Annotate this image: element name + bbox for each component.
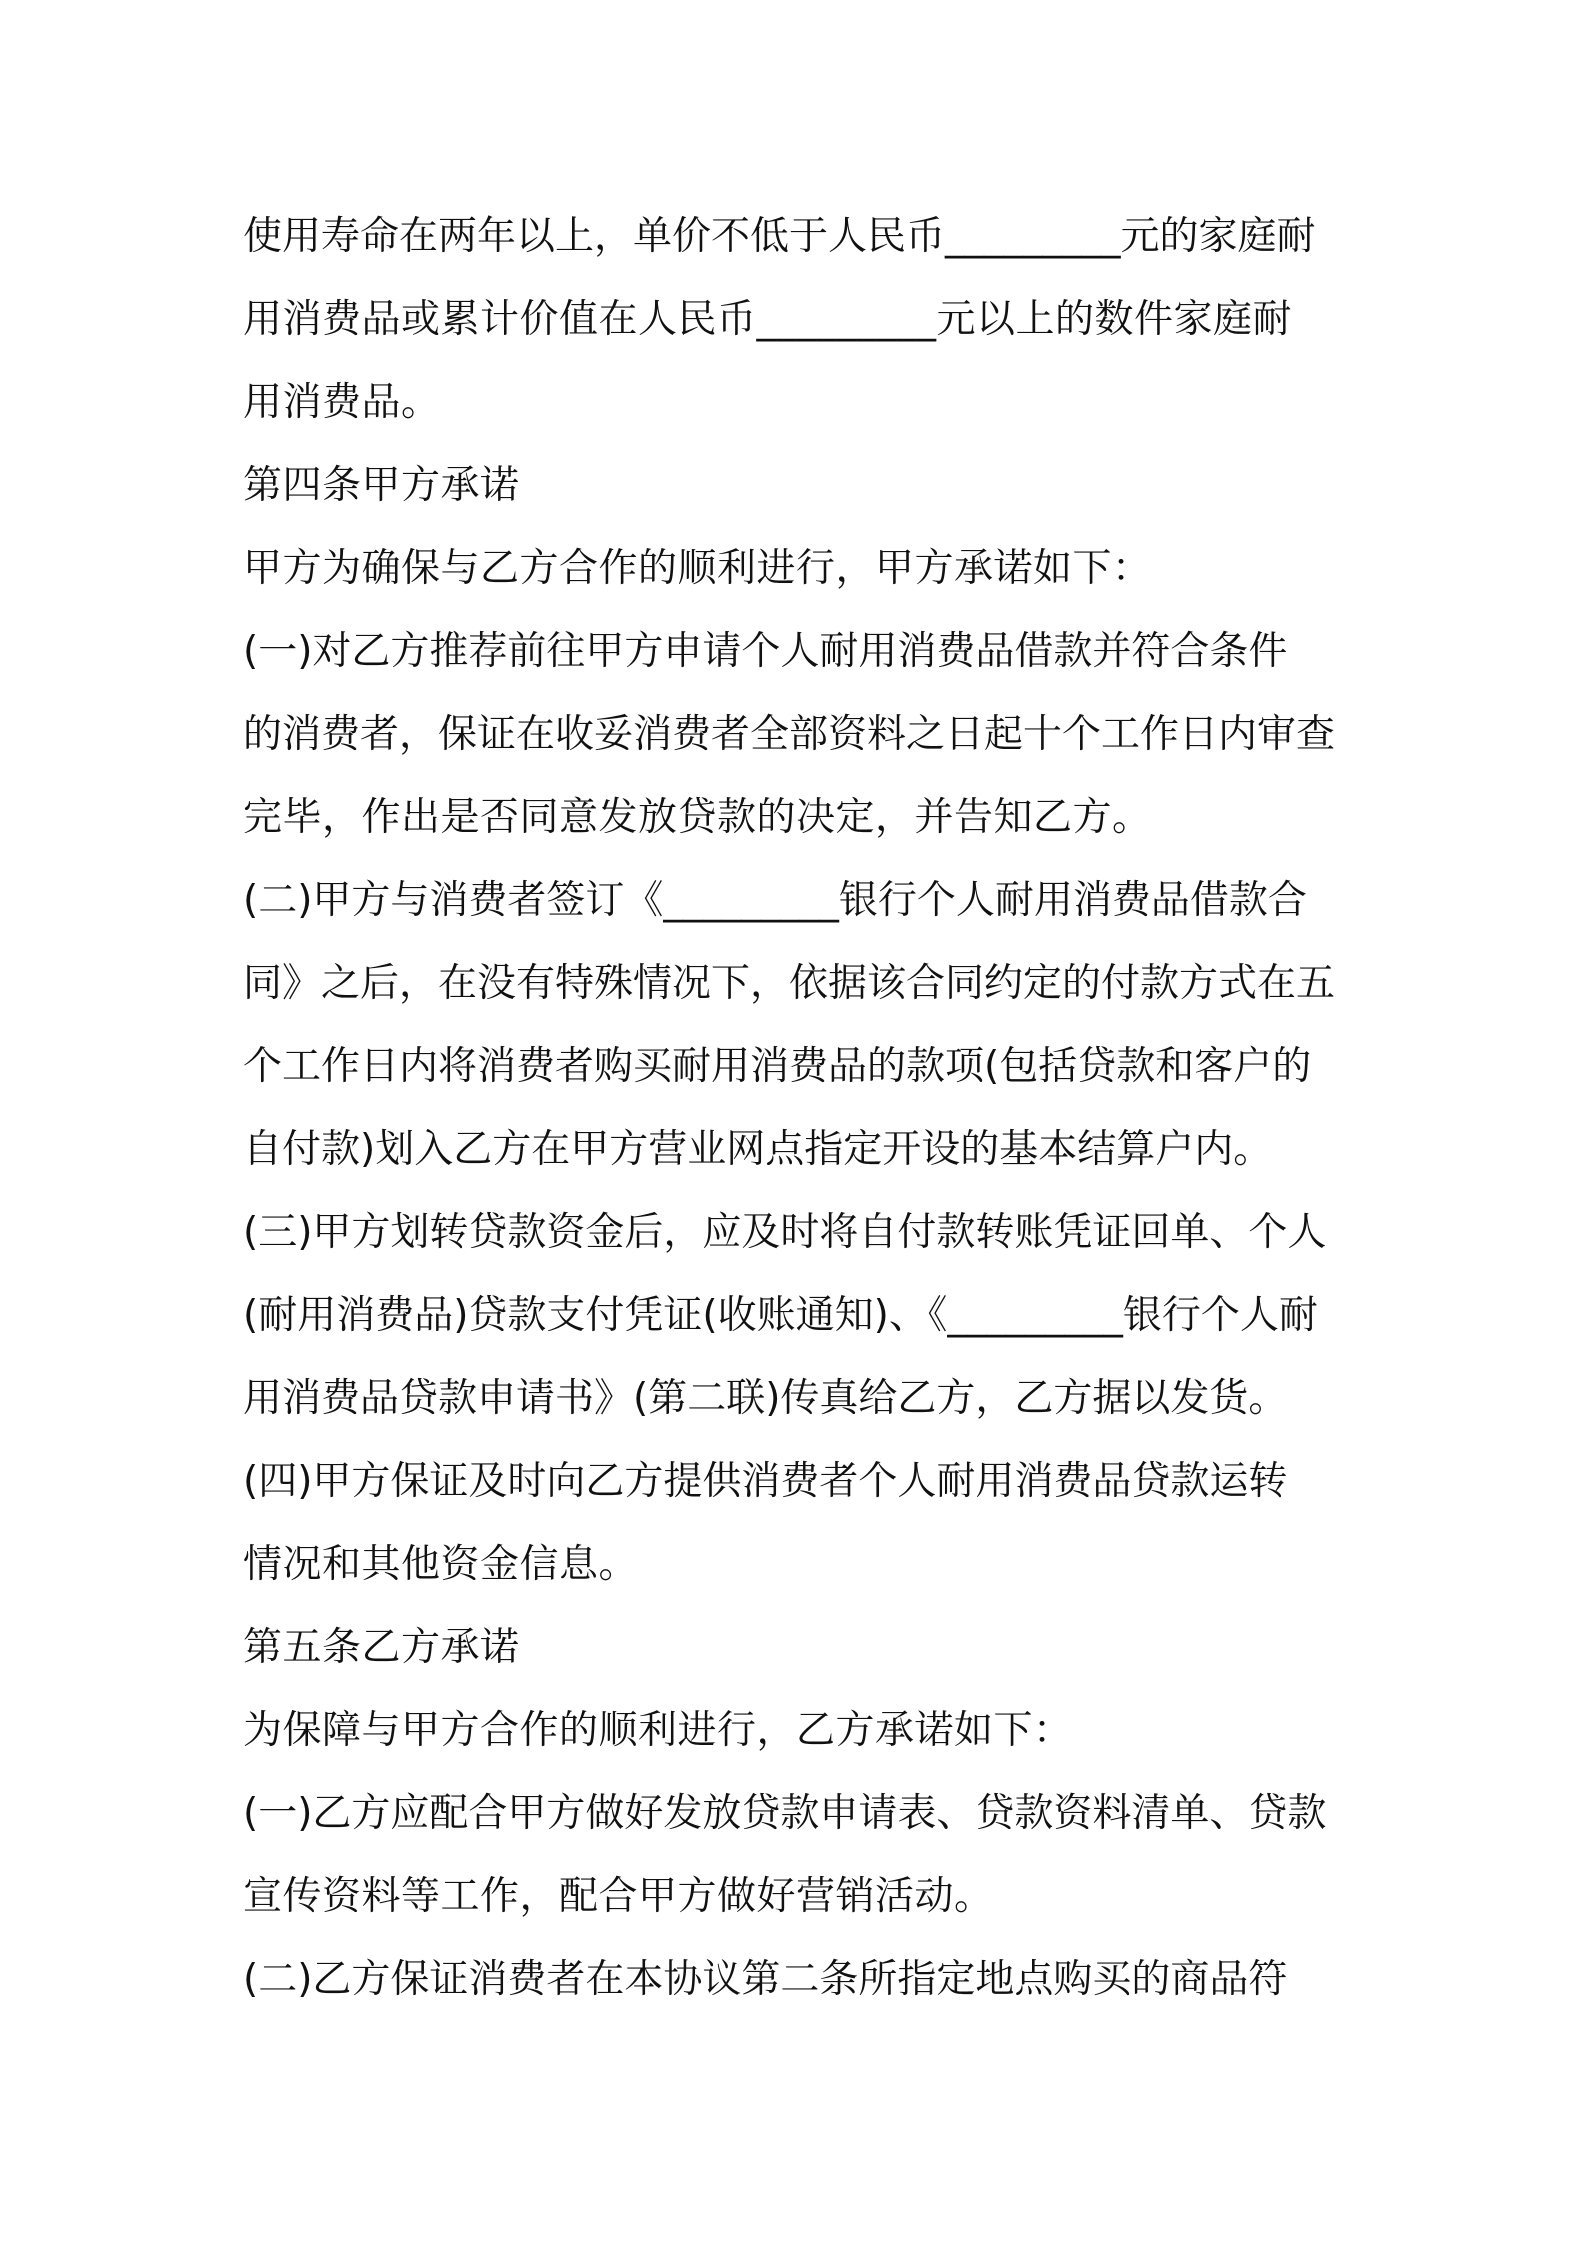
text-line: (一)乙方应配合甲方做好发放贷款申请表、贷款资料清单、贷款: [243, 1791, 1327, 1836]
text-line: 用消费品或累计价值在人民币_________元以上的数件家庭耐: [243, 297, 1293, 342]
section-heading-article-5: 第五条乙方承诺: [243, 1625, 520, 1670]
text-line: 用消费品贷款申请书》(第二联)传真给乙方，乙方据以发货。: [243, 1376, 1288, 1421]
text-line: 同》之后，在没有特殊情况下，依据该合同约定的付款方式在五: [243, 961, 1336, 1006]
document-body: [243, 195, 1353, 2021]
text-line: (二)甲方与消费者签订《_________银行个人耐用消费品借款合: [243, 878, 1307, 923]
text-line: 甲方为确保与乙方合作的顺利进行，甲方承诺如下：: [243, 546, 1152, 591]
text-line: (二)乙方保证消费者在本协议第二条所指定地点购买的商品符: [243, 1957, 1288, 2002]
text-line: 情况和其他资金信息。: [243, 1542, 639, 1587]
text-line: 用消费品。: [243, 380, 441, 425]
text-line: 自付款)划入乙方在甲方营业网点指定开设的基本结算户内。: [243, 1127, 1273, 1172]
text-line: (四)甲方保证及时向乙方提供消费者个人耐用消费品贷款运转: [243, 1459, 1288, 1504]
text-line: (三)甲方划转贷款资金后，应及时将自付款转账凭证回单、个人: [243, 1210, 1327, 1255]
text-line: 宣传资料等工作，配合甲方做好营销活动。: [243, 1874, 994, 1919]
text-line: 个工作日内将消费者购买耐用消费品的款项(包括贷款和客户的: [243, 1044, 1312, 1089]
text-line: 完毕，作出是否同意发放贷款的决定，并告知乙方。: [243, 795, 1152, 840]
text-line: (耐用消费品)贷款支付凭证(收账通知)、《_________银行个人耐: [243, 1293, 1318, 1338]
text-line: 的消费者，保证在收妥消费者全部资料之日起十个工作日内审查: [243, 712, 1336, 757]
section-heading-article-4: 第四条甲方承诺: [243, 463, 520, 508]
text-line: 为保障与甲方合作的顺利进行，乙方承诺如下：: [243, 1708, 1073, 1753]
text-line: (一)对乙方推荐前往甲方申请个人耐用消费品借款并符合条件: [243, 629, 1288, 674]
text-line: 使用寿命在两年以上，单价不低于人民币_________元的家庭耐: [243, 214, 1316, 259]
